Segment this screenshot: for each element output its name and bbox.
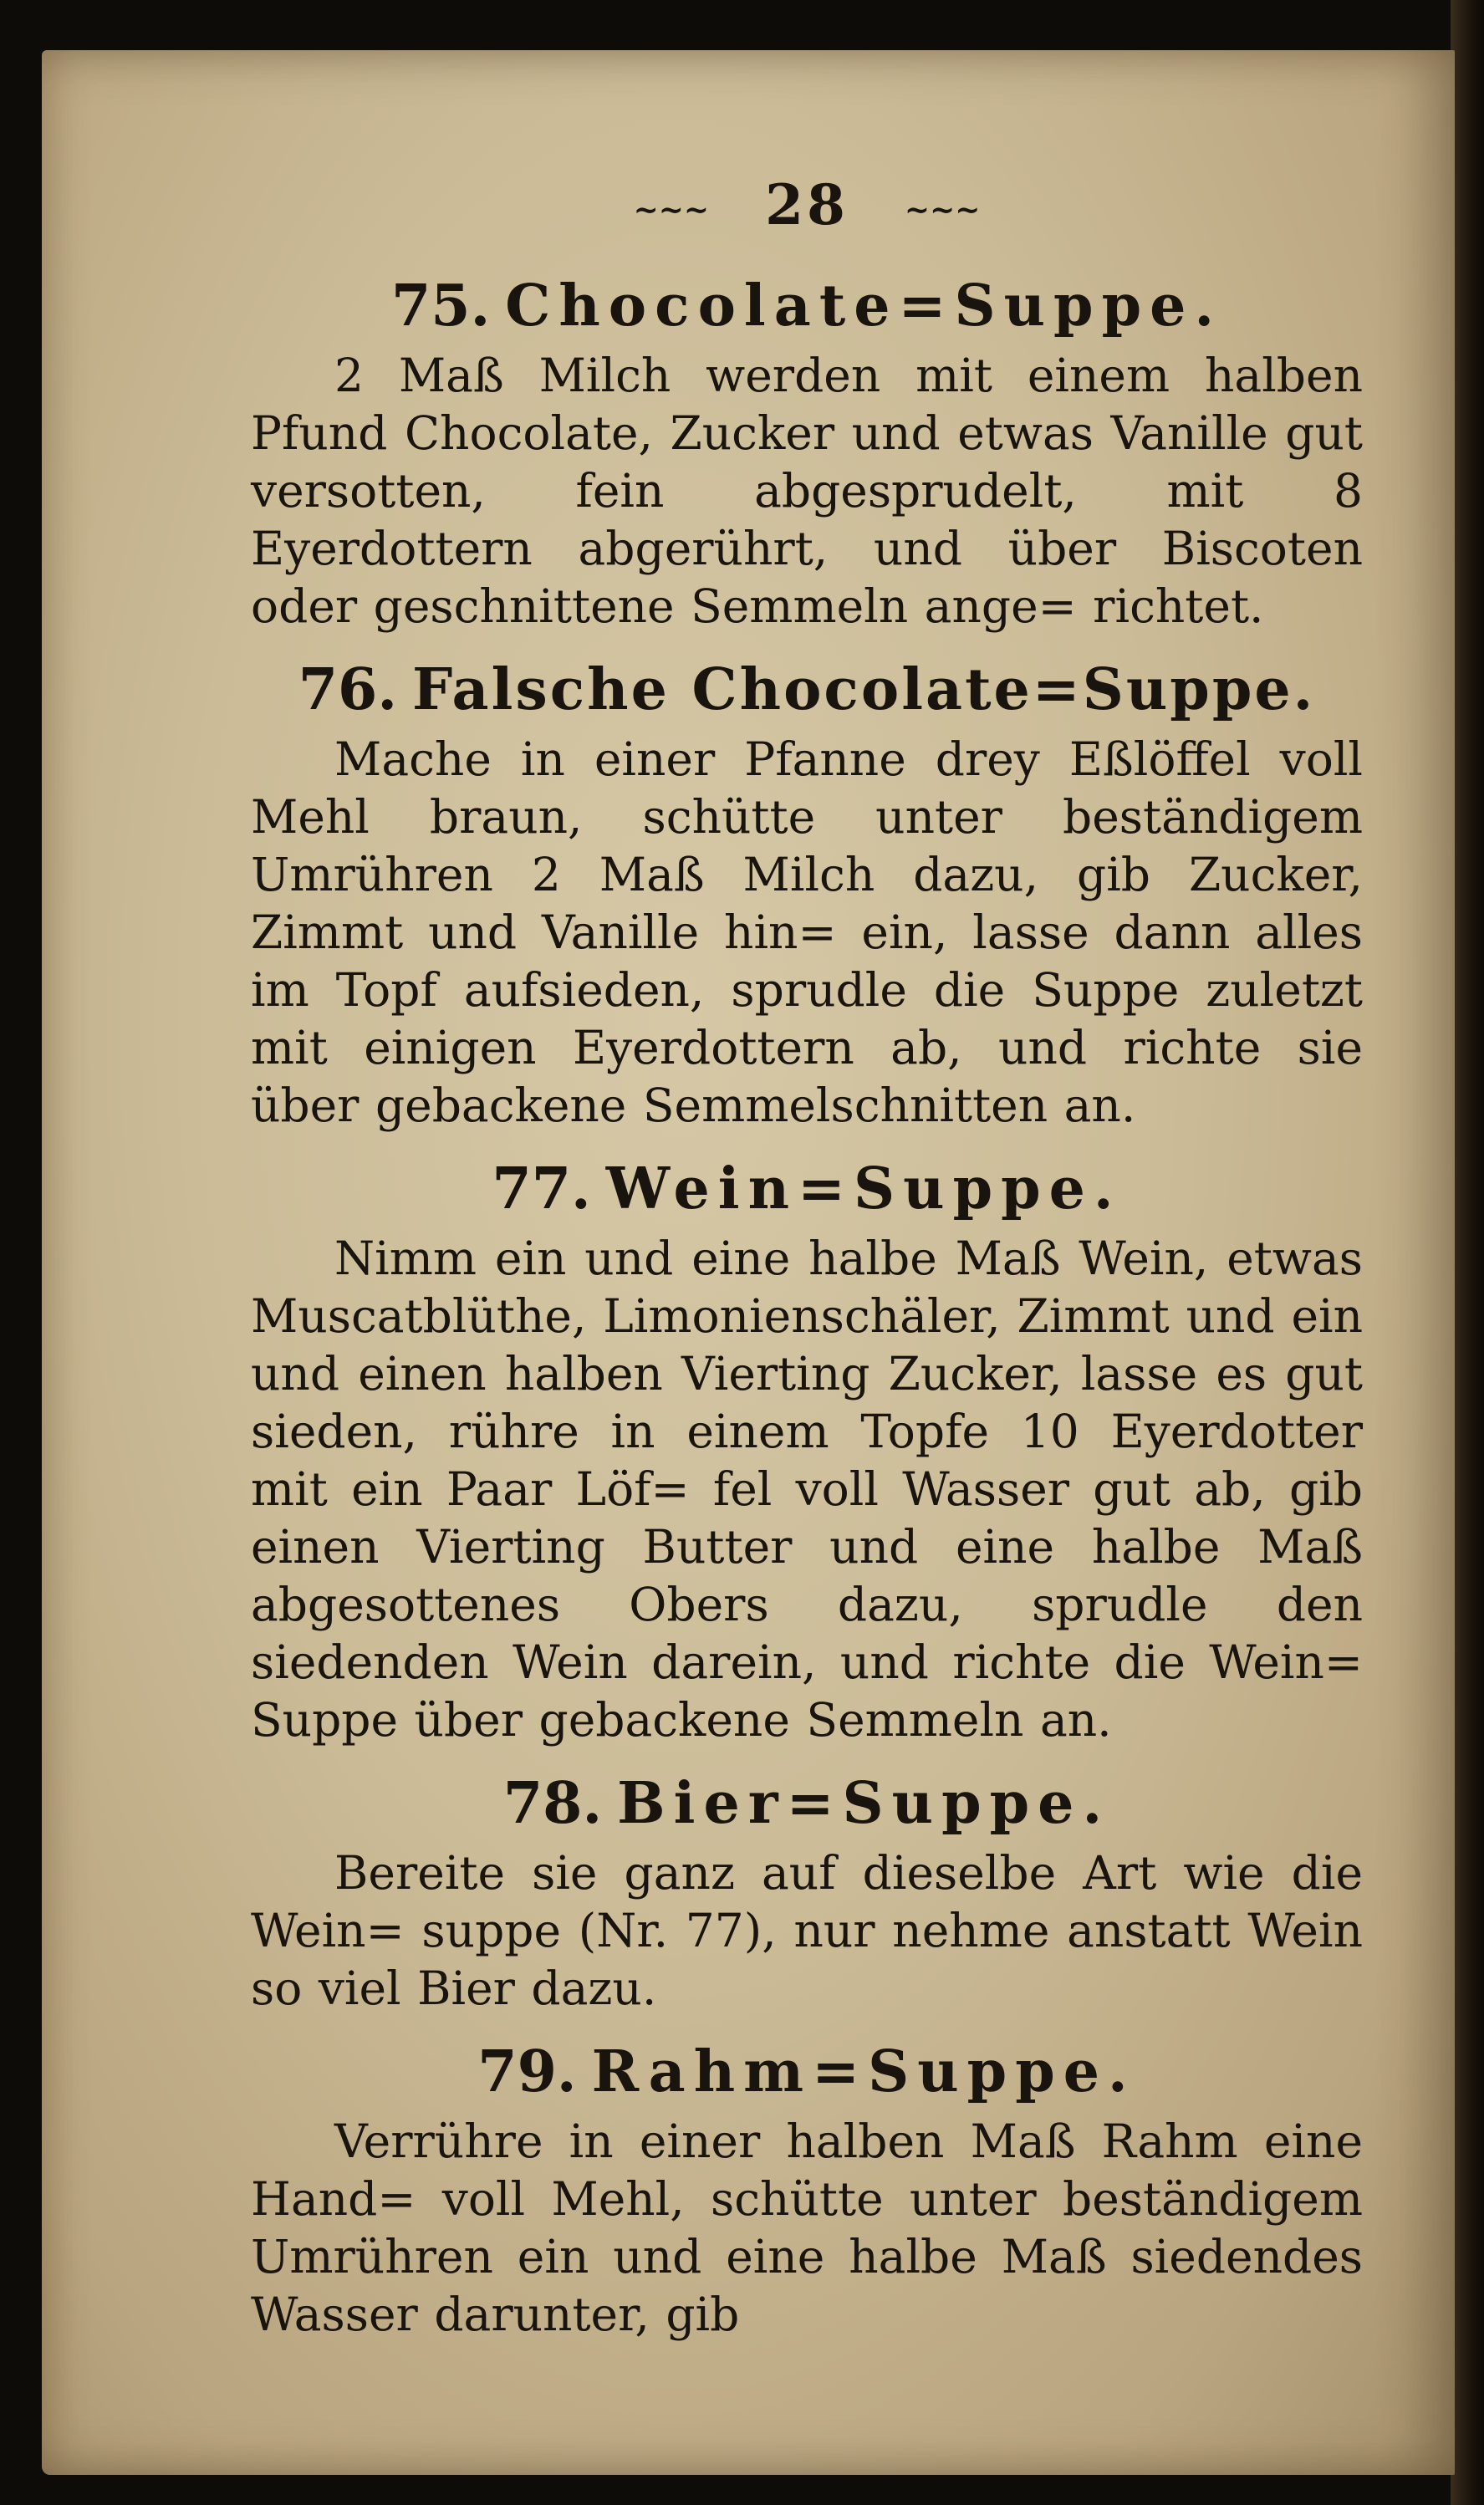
page-edge bbox=[1451, 0, 1484, 2505]
recipe-title-text: Wein=Suppe. bbox=[605, 1156, 1122, 1222]
recipe-77 bbox=[251, 1151, 1363, 1749]
recipe-title-text: Falsche Chocolate=Suppe. bbox=[412, 656, 1316, 723]
recipe-title bbox=[251, 1766, 1363, 1841]
recipe-title-text: Chocolate=Suppe. bbox=[505, 273, 1223, 339]
recipe-78 bbox=[251, 1766, 1363, 2018]
recipe-title bbox=[251, 268, 1363, 344]
page-number: 28 bbox=[765, 172, 849, 237]
recipe-text: Nimm ein und eine halbe Maß Wein, etwas Muscatblüthe, Limonienschäler, Zimmt und ein und einen halben Vierting Zucker, lasse es gut sieden, rühre in einem Topfe 10 Eyerdotter mit ein Paar Löf= fel voll Wasser gut ab, gib einen Vierting Butter und eine halbe Maß abgesottenes Obers dazu, sprudle den siedenden Wein darein, und richte die Wein= Suppe über gebackene Semmeln an. bbox=[251, 1232, 1363, 1747]
recipe-76 bbox=[251, 652, 1363, 1135]
recipe-text: Verrühre in einer halben Maß Rahm eine Hand= voll Mehl, schütte unter beständigem Umrühren ein und eine halbe Maß siedendes Wasser darunter, gib bbox=[251, 2115, 1363, 2341]
page-number-decoration-right: ~~~ bbox=[904, 192, 981, 227]
recipe-text: Mache in einer Pfanne drey Eßlöffel voll Mehl braun, schütte unter beständigem Umrühren 2 Maß Milch dazu, gib Zucker, Zimmt und Vanille hin= ein, lasse dann alles im Topf aufsieden, sprudle die Suppe zuletzt mit einigen Eyerdottern ab, und richte sie über gebackene Semmelschnitten an. bbox=[251, 732, 1363, 1132]
recipe-title bbox=[251, 2034, 1363, 2110]
recipe-number: 78. bbox=[502, 1770, 603, 1837]
recipe-text: Bereite sie ganz auf dieselbe Art wie die Wein= suppe (Nr. 77), nur nehme anstatt Wein so viel Bier dazu. bbox=[251, 1846, 1363, 2015]
recipe-79 bbox=[251, 2034, 1363, 2344]
recipe-75 bbox=[251, 268, 1363, 635]
recipe-title-text: Bier=Suppe. bbox=[617, 1770, 1111, 1837]
recipe-title-text: Rahm=Suppe. bbox=[591, 2038, 1136, 2105]
recipe-number: 77. bbox=[492, 1156, 591, 1222]
page-number-line bbox=[251, 163, 1363, 252]
recipe-number: 75. bbox=[390, 273, 491, 339]
page-text-block bbox=[251, 163, 1363, 2360]
recipe-number: 79. bbox=[477, 2038, 577, 2105]
recipe-title bbox=[251, 1151, 1363, 1227]
recipe-title bbox=[251, 652, 1363, 727]
recipe-text: 2 Maß Milch werden mit einem halben Pfund Chocolate, Zucker und etwas Vanille gut versotten, fein abgesprudelt, mit 8 Eyerdottern abgerührt, und über Biscoten oder geschnittene Semmeln ange= richtet. bbox=[251, 349, 1363, 633]
recipe-number: 76. bbox=[298, 656, 397, 723]
page-number-decoration-left: ~~~ bbox=[633, 192, 710, 227]
